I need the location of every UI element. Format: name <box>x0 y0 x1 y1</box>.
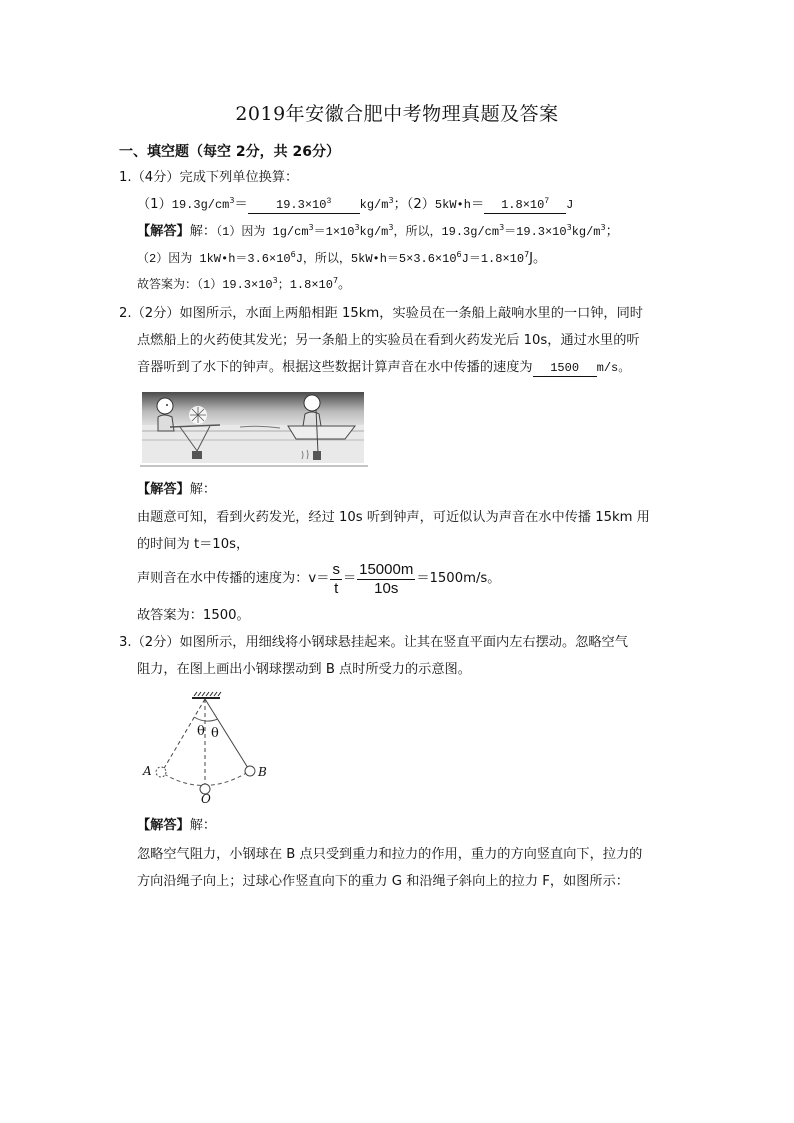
question-score: （2分） <box>131 635 180 650</box>
exponent: 3 <box>566 223 572 232</box>
question-score: （4分） <box>131 170 180 185</box>
answer-value: 1.8×10 <box>501 198 545 212</box>
pendulum-diagram <box>140 688 270 808</box>
equals-sign: ＝ <box>342 571 357 586</box>
exponent: 3 <box>600 223 606 232</box>
solution-label: 【解答】 <box>137 482 190 497</box>
exponent: 6 <box>290 250 296 259</box>
exponent: 3 <box>499 223 505 232</box>
unit: m/s。 <box>596 361 631 375</box>
exponent: 3 <box>229 196 235 205</box>
exponent: 3 <box>354 223 360 232</box>
question-3-solution-header <box>137 816 216 836</box>
part-1-lhs: 19.3g/cm <box>171 198 230 212</box>
section-heading: 一、填空题（每空 2分，共 26分） <box>119 144 340 160</box>
separator: ； <box>393 197 407 212</box>
question-2-stem-line-3 <box>137 358 630 378</box>
answer-blank-2 <box>484 198 566 214</box>
question-text: 音器听到了水下的钟声。根据这些数据计算声音在水中传播的速度为 <box>137 360 533 375</box>
solution-prefix: 解： <box>189 482 217 497</box>
fraction-distance-over-time <box>357 561 415 598</box>
answer-value: 19.3×10 <box>276 198 327 212</box>
question-3-stem-line-2: 阻力，在图上画出小钢球摆动到 B 点时所受力的示意图。 <box>137 662 471 677</box>
solution-text: （2）因为 1kW•h＝3.6×10 <box>137 252 291 266</box>
question-3-stem-line-1 <box>119 633 628 653</box>
answer-text: 。 <box>338 277 352 292</box>
part-label: （1） <box>137 197 172 212</box>
solution-text: J，所以，5kW•h＝5×3.6×10 <box>295 252 457 266</box>
point-label-o: O <box>201 792 211 806</box>
question-2-stem-line-2: 点燃船上的火药使其发光；另一条船上的实验员在看到火药发光后 10s，通过水里的听 <box>137 333 640 348</box>
exponent: 6 <box>456 250 462 259</box>
angle-label-left: θ <box>197 724 205 739</box>
question-1-solution-line-1 <box>137 222 619 242</box>
question-1-final-answer <box>137 275 351 295</box>
boats-bell-gunpowder-illustration <box>140 387 368 467</box>
solution-text: ＝1×10 <box>313 225 355 239</box>
question-text: 如图所示，用细线将小钢球悬挂起来。让其在竖直平面内左右摆动。忽略空气 <box>179 635 628 650</box>
unit: kg/m <box>359 198 389 212</box>
question-2-stem-line-1 <box>119 304 643 324</box>
solution-text: ； <box>605 224 619 239</box>
question-number: 3. <box>119 635 132 650</box>
exponent: 7 <box>524 250 530 259</box>
part-2-lhs: 5kW•h <box>434 198 471 212</box>
question-number: 2. <box>119 306 132 321</box>
exponent: 7 <box>332 276 339 285</box>
answer-blank: 1500 <box>533 361 597 377</box>
fraction-numerator: 15000m <box>359 560 414 578</box>
question-2-solution-line-2: 的时间为 t＝10s， <box>137 537 250 552</box>
exponent: 3 <box>326 197 332 206</box>
solution-prefix: 解： <box>189 818 217 833</box>
question-1-solution-line-2 <box>137 249 546 269</box>
fraction-denominator: t <box>334 579 339 597</box>
question-text: 如图所示，水面上两船相距 15km，实验员在一条船上敲响水里的一口钟，同时 <box>179 306 643 321</box>
exponent: 7 <box>544 197 550 206</box>
answer-text: ；1.8×10 <box>277 278 333 292</box>
question-score: （2分） <box>131 306 180 321</box>
solution-prefix: 解： <box>189 224 217 239</box>
question-2-solution-header <box>137 480 216 500</box>
point-label-b: B <box>258 765 267 779</box>
solution-text: ＝19.3×10 <box>504 225 567 239</box>
equals-sign: ＝ <box>234 197 248 212</box>
question-3-solution-line-1: 忽略空气阻力，小钢球在 B 点只受到重力和拉力的作用，重力的方向竖直向下，拉力的 <box>137 847 643 862</box>
answer-blank-1 <box>248 198 360 214</box>
solution-text: J＝1.8×10 <box>461 252 525 266</box>
formula-result: ＝1500m/s。 <box>416 571 501 586</box>
angle-label-right: θ <box>211 726 219 741</box>
exponent: 3 <box>272 276 278 285</box>
question-2-solution-line-1: 由题意可知，看到火药发光，经过 10s 听到钟声，可近似认为声音在水中传播 15km 用 <box>137 510 650 525</box>
question-1-sub-parts <box>137 195 573 215</box>
exponent: 3 <box>388 196 394 205</box>
question-text: 完成下列单位换算： <box>179 170 299 185</box>
solution-text: kg/m <box>359 225 389 239</box>
solution-text: ，所以，19.3g/cm <box>393 225 500 239</box>
question-1-stem <box>119 168 298 188</box>
question-number: 1. <box>119 170 132 185</box>
solution-text: kg/m <box>571 225 601 239</box>
unit: J <box>566 198 574 212</box>
formula-prefix: 声则音在水中传播的速度为：v＝ <box>137 571 330 586</box>
equals-sign: ＝ <box>470 197 485 212</box>
point-label-a: A <box>143 764 152 778</box>
fraction-denominator: 10s <box>374 579 399 597</box>
exponent: 3 <box>308 223 314 232</box>
solution-text: J。 <box>529 251 547 266</box>
fraction-s-over-t <box>330 561 342 598</box>
question-3-solution-line-2: 方向沿绳子向上；过球心作竖直向下的重力 G 和沿绳子斜向上的拉力 F，如图所示： <box>137 874 629 889</box>
exponent: 3 <box>388 223 394 232</box>
answer-text: 故答案为：（1）19.3×10 <box>137 278 273 292</box>
solution-label: 【解答】 <box>137 224 190 239</box>
question-2-formula <box>137 560 500 598</box>
solution-text: （1）因为 1g/cm <box>216 225 309 239</box>
part-label: （2） <box>406 197 435 212</box>
page-title: 2019年安徽合肥中考物理真题及答案 <box>235 103 559 125</box>
solution-label: 【解答】 <box>137 818 190 833</box>
question-2-final-answer: 故答案为：1500。 <box>137 608 250 623</box>
fraction-numerator: s <box>332 560 340 578</box>
